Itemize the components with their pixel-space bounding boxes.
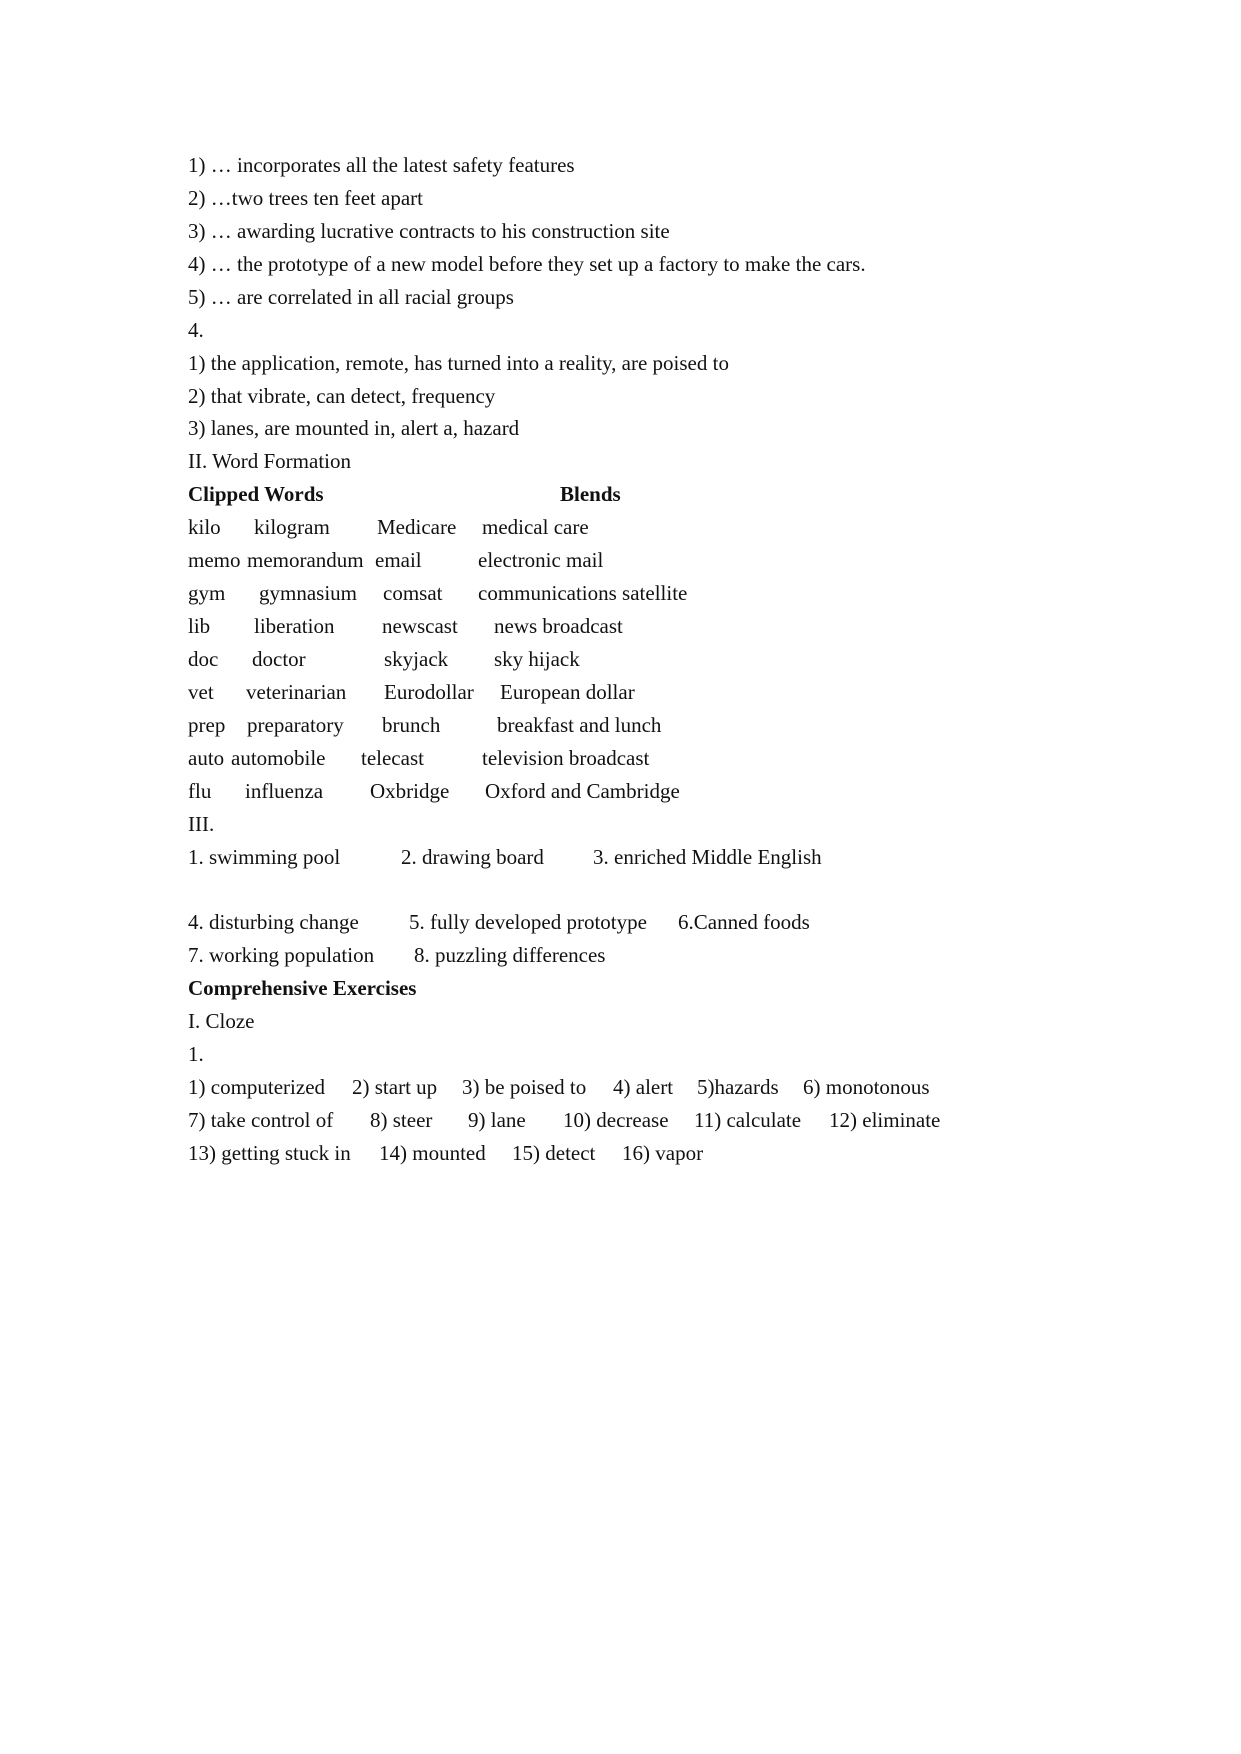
blend-source: electronic mail: [478, 548, 604, 572]
full-word: preparatory: [247, 713, 344, 737]
blend-source: Oxford and Cambridge: [485, 779, 680, 803]
clipped-word: prep: [188, 713, 226, 737]
cloze-answer: 15) detect: [512, 1141, 596, 1165]
blend-word: Oxbridge: [370, 779, 450, 803]
clipped-word: kilo: [188, 515, 221, 539]
blend-word: email: [375, 548, 422, 572]
blend-word: telecast: [361, 746, 424, 770]
clipped-word: doc: [188, 647, 219, 671]
clipped-words-header: Clipped Words: [188, 482, 324, 506]
phrase-item: 8. puzzling differences: [414, 943, 606, 967]
cloze-answer: 9) lane: [468, 1108, 526, 1132]
clipped-word: flu: [188, 779, 212, 803]
blend-word: Eurodollar: [384, 680, 474, 704]
clipped-word: gym: [188, 581, 226, 605]
full-word: automobile: [231, 746, 326, 770]
blend-word: newscast: [382, 614, 458, 638]
blend-word: Medicare: [377, 515, 457, 539]
cloze-number: 1.: [188, 1042, 204, 1066]
full-word: liberation: [254, 614, 335, 638]
cloze-answer: 5)hazards: [697, 1075, 779, 1099]
cloze-heading: I. Cloze: [188, 1009, 255, 1033]
answer-line-3: 3) … awarding lucrative contracts to his construction site: [188, 219, 670, 243]
blend-word: brunch: [382, 713, 441, 737]
clipped-word: memo: [188, 548, 241, 572]
cloze-answer: 3) be poised to: [462, 1075, 587, 1099]
full-word: influenza: [245, 779, 324, 803]
cloze-answer: 6) monotonous: [803, 1075, 930, 1099]
clipped-word: auto: [188, 746, 225, 770]
section-4-number: 4.: [188, 318, 204, 342]
cloze-answer: 12) eliminate: [829, 1108, 941, 1132]
answer-line-2: 2) …two trees ten feet apart: [188, 186, 423, 210]
phrase-item: 4. disturbing change: [188, 910, 359, 934]
cloze-answer: 13) getting stuck in: [188, 1141, 351, 1165]
blend-source: sky hijack: [494, 647, 580, 671]
cloze-answer: 11) calculate: [694, 1108, 802, 1132]
blends-header: Blends: [560, 482, 621, 506]
answer-line-5: 5) … are correlated in all racial groups: [188, 285, 514, 309]
cloze-answer: 10) decrease: [563, 1108, 669, 1132]
cloze-answer: 8) steer: [370, 1108, 433, 1132]
blend-source: medical care: [482, 515, 589, 539]
section-4-line-1: 1) the application, remote, has turned into a reality, are poised to: [188, 351, 729, 375]
blend-word: skyjack: [384, 647, 449, 671]
blend-source: communications satellite: [478, 581, 688, 605]
phrase-item: 3. enriched Middle English: [593, 845, 822, 869]
full-word: kilogram: [254, 515, 330, 539]
blend-source: news broadcast: [494, 614, 623, 638]
full-word: veterinarian: [246, 680, 347, 704]
clipped-word: lib: [188, 614, 211, 638]
cloze-answer: 16) vapor: [622, 1141, 704, 1165]
phrase-item: 7. working population: [188, 943, 375, 967]
comprehensive-exercises-heading: Comprehensive Exercises: [188, 976, 417, 1000]
cloze-answer: 4) alert: [613, 1075, 674, 1099]
word-formation-heading: II. Word Formation: [188, 449, 351, 473]
full-word: memorandum: [247, 548, 364, 572]
blend-source: breakfast and lunch: [497, 713, 662, 737]
phrase-item: 2. drawing board: [401, 845, 544, 869]
section-4-line-2: 2) that vibrate, can detect, frequency: [188, 384, 496, 408]
phrase-item: 6.Canned foods: [678, 910, 810, 934]
full-word: gymnasium: [259, 581, 357, 605]
cloze-answer: 2) start up: [352, 1075, 438, 1099]
cloze-answer: 14) mounted: [379, 1141, 486, 1165]
blend-source: European dollar: [500, 680, 635, 704]
cloze-answer: 1) computerized: [188, 1075, 326, 1099]
section-iii-heading: III.: [188, 812, 215, 836]
phrase-item: 5. fully developed prototype: [409, 910, 647, 934]
phrase-item: 1. swimming pool: [188, 845, 341, 869]
cloze-answer: 7) take control of: [188, 1108, 334, 1132]
blend-word: comsat: [383, 581, 443, 605]
answer-line-4: 4) … the prototype of a new model before they set up a factory to make the cars.: [188, 252, 866, 276]
section-4-line-3: 3) lanes, are mounted in, alert a, hazard: [188, 416, 520, 440]
blend-source: television broadcast: [482, 746, 650, 770]
clipped-word: vet: [188, 680, 214, 704]
full-word: doctor: [252, 647, 306, 671]
answer-line-1: 1) … incorporates all the latest safety features: [188, 153, 575, 177]
